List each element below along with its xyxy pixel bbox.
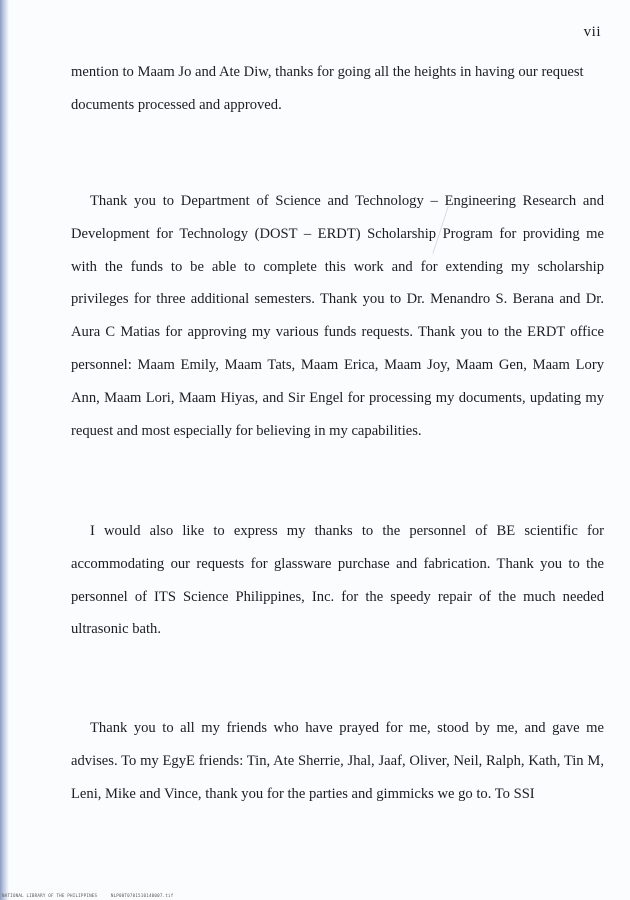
scanned-page-edge — [0, 0, 9, 900]
paragraph-be-scientific: I would also like to express my thanks to the personnel of BE scientific for accommodating our requests for glassware purchase and fabrication. Thank you to the personnel of ITS Science Philippines, Inc. for the speedy repair of the much needed ultrasonic bath. — [71, 523, 604, 638]
paragraph-friends: Thank you to all my friends who have prayed for me, stood by me, and gave me advises. To my EgyE friends: Tin, Ate Sherrie, Jhal, Jaaf, Oliver, Neil, Ralph, Kath, Tin M, Leni, Mike and Vince, thank you for the parties and gimmicks we go to. To SSI — [71, 720, 604, 802]
paragraph-continuation: mention to Maam Jo and Ate Diw, thanks for going all the heights in having our request documents processed and approved. — [71, 64, 584, 113]
page-number: vii — [583, 24, 601, 40]
paragraph-dost-erdt: Thank you to Department of Science and Technology – Engineering Research and Development for Technology (DOST – ERDT) Scholarship Program for providing me with the funds to be able to complete this work and for extending my scholarship privileges for three additional semesters. Thank you to Dr. Menandro S. Berana and Dr. Aura C Matias for approving my various funds requests. Thank you to the ERDT office personnel: Maam Emily, Maam Tats, Maam Erica, Maam Joy, Maam Gen, Maam Lory Ann, Maam Lori, Maam Hiyas, and Sir Engel for processing my documents, updating my request and most especially for believing in my capabilities. — [71, 193, 604, 439]
scan-footer-stamp: NATIONAL LIBRARY OF THE PHILIPPINES NLP08T0701510140007.tif — [2, 893, 174, 898]
